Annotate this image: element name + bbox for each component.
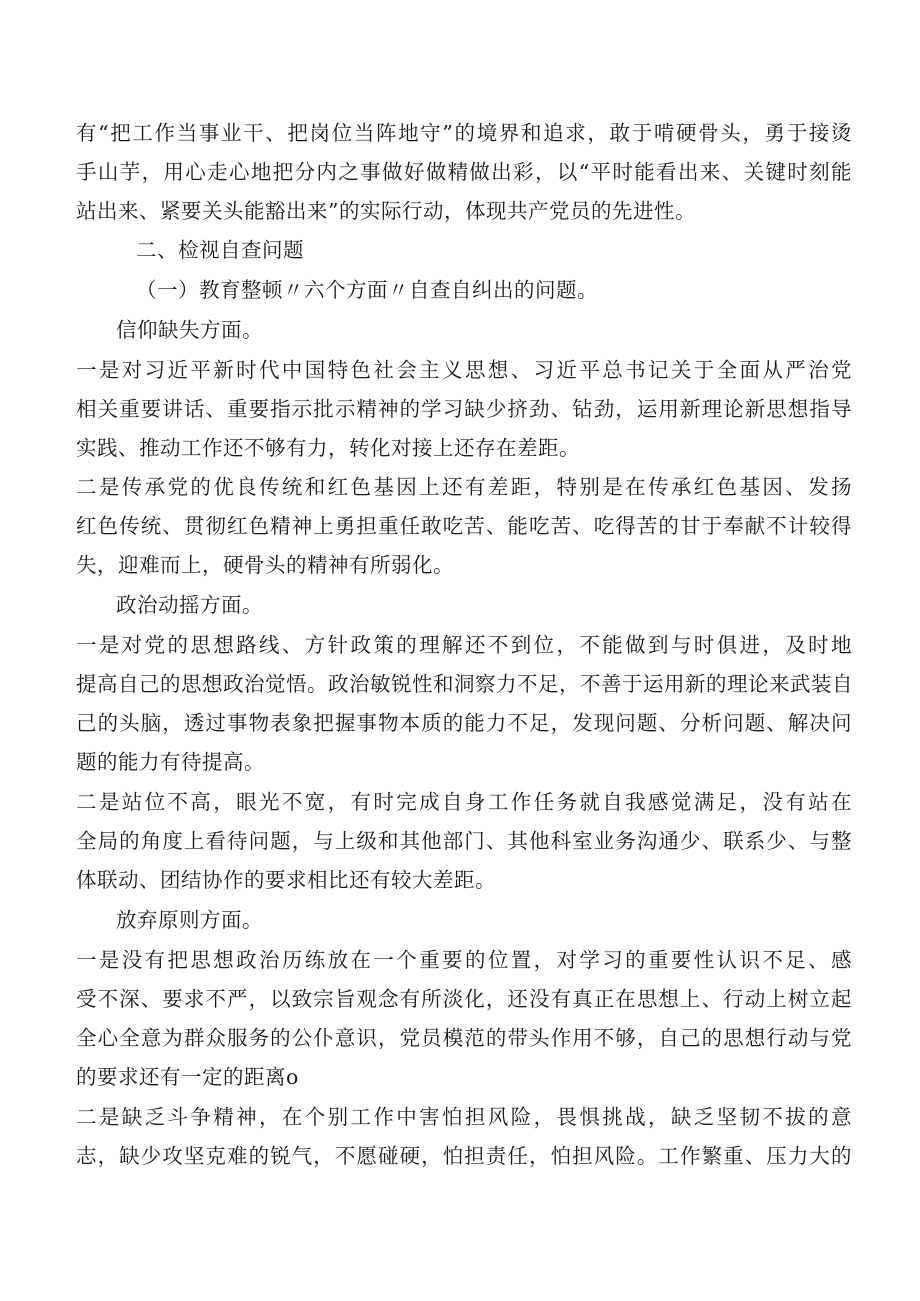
paragraph-line: 二是缺乏斗争精神，在个别工作中害怕担风险，畏惧挑战，缺乏坚韧不拔的意 [76,1105,852,1129]
paragraph-line: 失，迎难而上，硬骨头的精神有所弱化。 [76,553,454,577]
paragraph-line: 全心全意为群众服务的公仆意识，党员模范的带头作用不够，自己的思想行动与党 [76,1026,852,1050]
paragraph-line: 的要求还有一定的距离o [76,1065,299,1089]
paragraph-line: 提高自己的思想政治觉悟。政治敏锐性和洞察力不足，不善于运用新的理论来武装自 [76,672,853,696]
paragraph-line: 志，缺少攻坚克难的锐气，不愿碰硬，怕担责任，怕担风险。工作繁重、压力大的 [76,1144,852,1168]
paragraph-line: 手山芋，用心走心地把分内之事做好做精做出彩，以“平时能看出来、关键时刻能 [76,160,852,184]
paragraph-line: 实践、推动工作还不够有力，转化对接上还存在差距。 [76,436,580,460]
paragraph-line: 一是对习近平新时代中国特色社会主义思想、习近平总书记关于全面从严治党 [76,358,852,382]
paragraph-line: 有“把工作当事业干、把岗位当阵地守”的境界和追求，敢于啃硬骨头，勇于接烫 [76,121,852,145]
paragraph-line: 己的头脑，透过事物表象把握事物本质的能力不足，发现问题、分析问题、解决问 [76,711,852,735]
paragraph-line: 二是传承党的优良传统和红色基因上还有差距，特别是在传承红色基因、发扬 [76,475,852,499]
paragraph-line: 全局的角度上看待问题，与上级和其他部门、其他科室业务沟通少、联系少、与整 [76,829,852,853]
paragraph-line: 红色传统、贯彻红色精神上勇担重任敢吃苦、能吃苦、吃得苦的甘于奉献不计较得 [76,514,852,538]
topic-heading: 政治动摇方面。 [116,593,263,617]
topic-heading: 信仰缺失方面。 [116,318,263,342]
paragraph-line: 受不深、要求不严，以致宗旨观念有所淡化，还没有真正在思想上、行动上树立起 [76,987,852,1011]
paragraph-line: 一是没有把思想政治历练放在一个重要的位置，对学习的重要性认识不足、感 [76,948,852,972]
paragraph-line: 二是站位不高，眼光不宽，有时完成自身工作任务就自我感觉满足，没有站在 [76,790,852,814]
subsection-heading: （一）教育整顿〃六个方面〃自查自纠出的问题。 [136,278,598,302]
section-heading: 二、检视自查问题 [136,238,304,262]
paragraph-line: 一是对党的思想路线、方针政策的理解还不到位，不能做到与时俱进，及时地 [76,633,852,657]
topic-heading: 放弃原则方面。 [116,908,263,932]
paragraph-line: 站出来、紧要关头能豁出来”的实际行动，体现共产党员的先进性。 [76,199,696,223]
paragraph-line: 体联动、团结协作的要求相比还有较大差距。 [76,868,496,892]
paragraph-line: 相关重要讲话、重要指示批示精神的学习缺少挤劲、钻劲，运用新理论新思想指导 [76,397,852,421]
paragraph-line: 题的能力有待提高。 [76,750,265,774]
